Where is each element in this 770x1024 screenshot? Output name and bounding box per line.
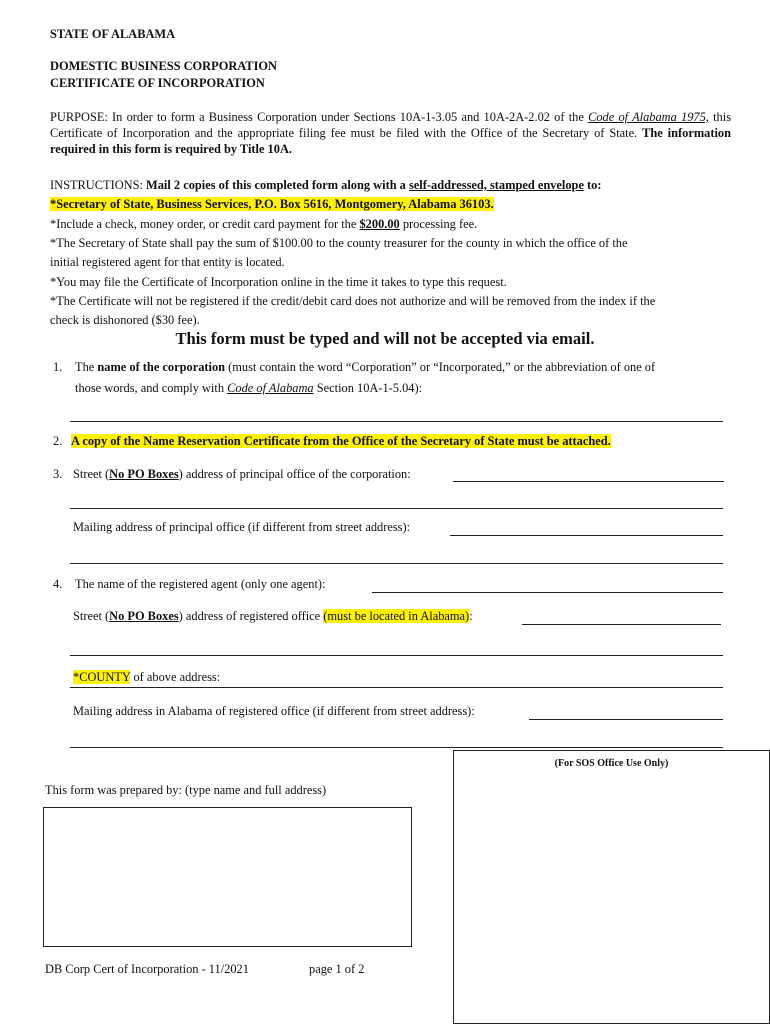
fee-instruction [50,217,477,232]
principal-mailing-field-2[interactable] [70,563,723,564]
form-title-line2: CERTIFICATE OF INCORPORATION [50,76,265,90]
item-4-street-post: : [469,609,473,623]
item-4-street-pre: Street ( [73,609,110,623]
purpose-paragraph [50,109,731,157]
prepared-by-label: This form was prepared by: (type name and full address) [45,783,327,797]
item-4-number: 4. [53,577,63,591]
fee-text-pre: *Include a check, money order, or credit card payment for the [50,217,360,231]
principal-mailing-label: Mailing address of principal office (if different from street address): [73,520,411,534]
envelope-requirement: self-addressed, stamped envelope [408,178,584,192]
item-1-line2-post: Section 10A-1-5.04): [313,381,423,395]
item-3-pre: Street ( [73,467,110,481]
county-highlight: *COUNTY [73,670,131,684]
registered-mailing-field-2[interactable] [70,747,723,748]
typed-form-notice: This form must be typed and will not be accepted via email. [175,329,595,348]
item-1-post: (must contain the word “Corporation” or “Incorporated,” or the abbreviation of one of [225,360,656,374]
prepared-by-box[interactable] [43,807,412,947]
item-3-label [73,467,411,482]
name-reservation-requirement: A copy of the Name Reservation Certificate from the Office of the Secretary of State must be attached. [71,434,611,448]
page-number: page 1 of 2 [309,962,365,976]
sos-mailing-address: *Secretary of State, Business Services, P.O. Box 5616, Montgomery, Alabama 36103. [50,197,494,211]
no-po-boxes-2: No PO Boxes [109,609,179,623]
item-4-street-mid: ) address of registered office [178,609,324,623]
item-1-number: 1. [53,360,63,374]
principal-street-field-2[interactable] [70,508,723,509]
item-1-line2-pre: those words, and comply with [75,381,228,395]
item-1-bold: name of the corporation [97,360,226,374]
registered-office-field[interactable] [522,624,721,625]
registered-office-label [73,609,473,624]
state-heading: STATE OF ALABAMA [50,27,176,41]
no-po-boxes-1: No PO Boxes [109,467,179,481]
item-1-text-line2 [75,381,422,396]
item-1-text [75,360,655,375]
sos-office-use-box [453,750,770,1024]
online-filing-note: *You may file the Certificate of Incorporation online in the time it takes to type this request. [50,275,507,289]
code-of-alabama-reference-2: Code of Alabama [227,381,314,395]
fee-amount: $200.00 [359,217,400,231]
instructions-label: INSTRUCTIONS: [50,178,147,192]
purpose-text-1: PURPOSE: In order to form a Business Corporation under Sections 10A-1-3.05 and 10A-2A-2.02 of the [50,110,589,124]
alabama-requirement: (must be located in Alabama) [323,609,470,623]
registered-agent-field[interactable] [372,592,723,593]
principal-street-field[interactable] [453,481,724,482]
item-3-number: 3. [53,467,63,481]
item-1-pre: The [75,360,98,374]
principal-mailing-field[interactable] [450,535,723,536]
item-2-number: 2. [53,434,63,448]
instructions-heading [50,178,602,193]
mailing-address [50,197,494,212]
item-3-post: ) address of principal office of the corporation: [178,467,411,481]
registered-mailing-label: Mailing address in Alabama of registered office (if different from street address): [73,704,475,718]
fee-text-post: processing fee. [399,217,478,231]
purpose-required-notice: The information required in this form is required by Title 10A. [50,126,731,156]
form-title-line1: DOMESTIC BUSINESS CORPORATION [50,59,277,73]
registered-office-field-2[interactable] [70,655,723,656]
county-treasurer-line1: *The Secretary of State shall pay the sum of $100.00 to the county treasurer for the county in which the office of the [50,236,628,250]
county-label-post: of above address: [130,670,221,684]
item-2-text-wrap [71,434,611,449]
sos-office-use-label: (For SOS Office Use Only) [554,758,669,769]
card-authorization-line1: *The Certificate will not be registered if the credit/debit card does not authorize and will be removed from the index if the [50,294,656,308]
card-authorization-line2: check is dishonored ($30 fee). [50,313,200,327]
corporation-name-field[interactable] [70,421,723,422]
form-identifier: DB Corp Cert of Incorporation - 11/2021 [45,962,249,976]
county-treasurer-line2: initial registered agent for that entity is located. [50,255,285,269]
purpose-text-2: this Certificate of Incorporation and the appropriate filing fee must be filed with the Office of the Secretary of State. [50,110,732,140]
instructions-to: to: [583,178,602,192]
county-field[interactable] [70,687,723,688]
instructions-mail-text: Mail 2 copies of this completed form along with a [146,178,409,192]
registered-mailing-field[interactable] [529,719,723,720]
registered-agent-label: The name of the registered agent (only one agent): [75,577,326,591]
code-of-alabama-reference: Code of Alabama 1975, [588,110,709,124]
county-label [73,670,220,685]
